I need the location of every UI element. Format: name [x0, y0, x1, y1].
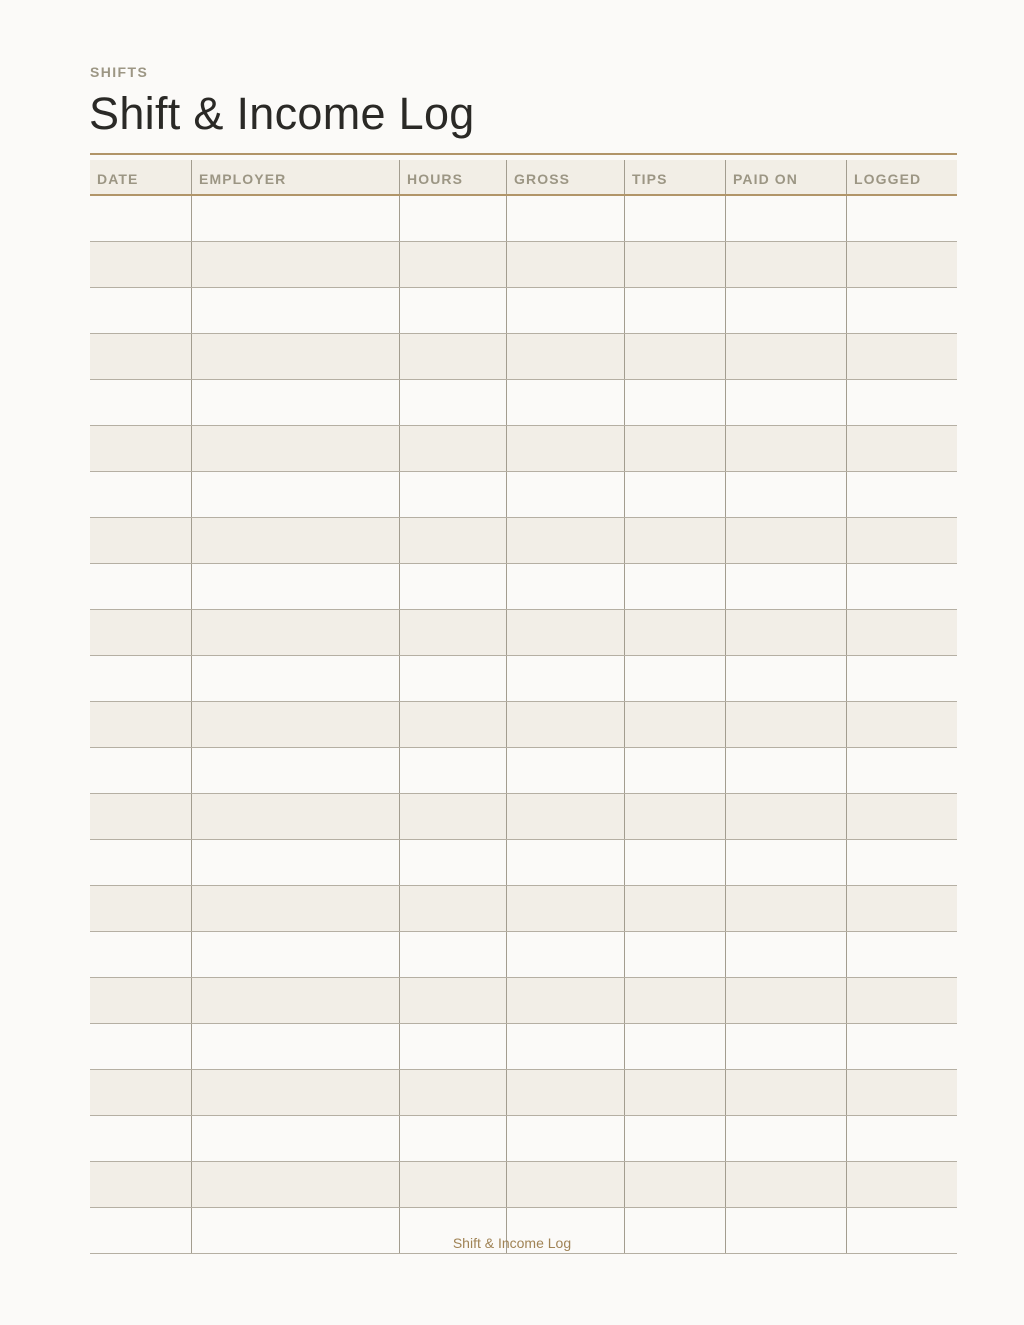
hours-cell[interactable]: [399, 196, 506, 241]
tips-cell[interactable]: [624, 656, 725, 701]
logged-cell[interactable]: [846, 564, 957, 609]
employer-cell[interactable]: [191, 610, 399, 655]
gross-cell[interactable]: [506, 656, 624, 701]
paid-on-cell[interactable]: [725, 518, 846, 563]
paid-on-cell[interactable]: [725, 288, 846, 333]
tips-cell[interactable]: [624, 288, 725, 333]
paid-on-cell[interactable]: [725, 840, 846, 885]
table-row: [90, 886, 957, 932]
paid-on-cell[interactable]: [725, 794, 846, 839]
tips-cell[interactable]: [624, 886, 725, 931]
tips-cell[interactable]: [624, 334, 725, 379]
employer-cell[interactable]: [191, 1024, 399, 1069]
logged-cell[interactable]: [846, 794, 957, 839]
tips-cell[interactable]: [624, 196, 725, 241]
date-cell[interactable]: [90, 288, 191, 333]
paid-on-cell[interactable]: [725, 610, 846, 655]
hours-cell[interactable]: [399, 426, 506, 471]
table-row: [90, 1116, 957, 1162]
hours-cell[interactable]: [399, 840, 506, 885]
paid-on-cell[interactable]: [725, 380, 846, 425]
employer-cell[interactable]: [191, 932, 399, 977]
gross-cell[interactable]: [506, 1070, 624, 1115]
logged-cell[interactable]: [846, 610, 957, 655]
hours-cell[interactable]: [399, 288, 506, 333]
employer-cell[interactable]: [191, 518, 399, 563]
column-header-logged: LOGGED: [846, 160, 957, 194]
hours-cell[interactable]: [399, 978, 506, 1023]
gross-cell[interactable]: [506, 564, 624, 609]
hours-cell[interactable]: [399, 656, 506, 701]
table-row: [90, 1070, 957, 1116]
hours-cell[interactable]: [399, 1070, 506, 1115]
employer-cell[interactable]: [191, 472, 399, 517]
table-row: [90, 794, 957, 840]
tips-cell[interactable]: [624, 242, 725, 287]
paid-on-cell[interactable]: [725, 932, 846, 977]
column-header-tips: TIPS: [624, 160, 725, 194]
hours-cell[interactable]: [399, 380, 506, 425]
hours-cell[interactable]: [399, 242, 506, 287]
tips-cell[interactable]: [624, 978, 725, 1023]
hours-cell[interactable]: [399, 610, 506, 655]
logged-cell[interactable]: [846, 426, 957, 471]
date-cell[interactable]: [90, 1070, 191, 1115]
logged-cell[interactable]: [846, 288, 957, 333]
tips-cell[interactable]: [624, 472, 725, 517]
date-cell[interactable]: [90, 886, 191, 931]
table-row: [90, 1024, 957, 1070]
date-cell[interactable]: [90, 334, 191, 379]
employer-cell[interactable]: [191, 1162, 399, 1207]
employer-cell[interactable]: [191, 794, 399, 839]
logged-cell[interactable]: [846, 656, 957, 701]
date-cell[interactable]: [90, 610, 191, 655]
gross-cell[interactable]: [506, 610, 624, 655]
table-row: [90, 840, 957, 886]
hours-cell[interactable]: [399, 564, 506, 609]
tips-cell[interactable]: [624, 1070, 725, 1115]
section-eyebrow: SHIFTS: [90, 64, 149, 80]
hours-cell[interactable]: [399, 518, 506, 563]
column-header-date: DATE: [97, 171, 139, 187]
table-row: [90, 288, 957, 334]
logged-cell[interactable]: [846, 886, 957, 931]
table-row: [90, 1162, 957, 1208]
date-cell[interactable]: [90, 1024, 191, 1069]
date-cell[interactable]: [90, 656, 191, 701]
tips-cell[interactable]: [624, 794, 725, 839]
employer-cell[interactable]: [191, 656, 399, 701]
paid-on-cell[interactable]: [725, 472, 846, 517]
gross-cell[interactable]: [506, 288, 624, 333]
logged-cell[interactable]: [846, 1162, 957, 1207]
tips-cell[interactable]: [624, 1116, 725, 1161]
logged-cell[interactable]: [846, 1024, 957, 1069]
paid-on-cell[interactable]: [725, 886, 846, 931]
paid-on-cell[interactable]: [725, 978, 846, 1023]
gross-cell[interactable]: [506, 334, 624, 379]
date-cell[interactable]: [90, 932, 191, 977]
table-row: [90, 426, 957, 472]
logged-cell[interactable]: [846, 196, 957, 241]
gross-cell[interactable]: [506, 472, 624, 517]
date-cell[interactable]: [90, 242, 191, 287]
table-row: [90, 978, 957, 1024]
page-title: Shift & Income Log: [89, 88, 475, 139]
column-header-hours: HOURS: [399, 160, 506, 194]
paid-on-cell[interactable]: [725, 1024, 846, 1069]
hours-cell[interactable]: [399, 1162, 506, 1207]
table-row: [90, 564, 957, 610]
date-cell[interactable]: [90, 518, 191, 563]
table-row: [90, 932, 957, 978]
hours-cell[interactable]: [399, 748, 506, 793]
employer-cell[interactable]: [191, 1070, 399, 1115]
tips-cell[interactable]: [624, 564, 725, 609]
gross-cell[interactable]: [506, 840, 624, 885]
tips-cell[interactable]: [624, 840, 725, 885]
hours-cell[interactable]: [399, 1024, 506, 1069]
logged-cell[interactable]: [846, 702, 957, 747]
tips-cell[interactable]: [624, 610, 725, 655]
hours-cell[interactable]: [399, 1116, 506, 1161]
shift-log-table: [90, 160, 957, 1254]
column-header-employer: EMPLOYER: [191, 160, 399, 194]
date-cell[interactable]: [90, 1116, 191, 1161]
gross-cell[interactable]: [506, 886, 624, 931]
gross-cell[interactable]: [506, 1024, 624, 1069]
table-row: [90, 610, 957, 656]
table-row: [90, 656, 957, 702]
logged-cell[interactable]: [846, 840, 957, 885]
date-cell[interactable]: [90, 794, 191, 839]
hours-cell[interactable]: [399, 886, 506, 931]
hours-cell[interactable]: [399, 794, 506, 839]
tips-cell[interactable]: [624, 518, 725, 563]
tips-cell[interactable]: [624, 1024, 725, 1069]
date-cell[interactable]: [90, 426, 191, 471]
date-cell[interactable]: [90, 196, 191, 241]
paid-on-cell[interactable]: [725, 1162, 846, 1207]
table-row: [90, 380, 957, 426]
paid-on-cell[interactable]: [725, 334, 846, 379]
date-cell[interactable]: [90, 748, 191, 793]
date-cell[interactable]: [90, 564, 191, 609]
logged-cell[interactable]: [846, 748, 957, 793]
employer-cell[interactable]: [191, 748, 399, 793]
gross-cell[interactable]: [506, 1162, 624, 1207]
tips-cell[interactable]: [624, 380, 725, 425]
paid-on-cell[interactable]: [725, 242, 846, 287]
gross-cell[interactable]: [506, 794, 624, 839]
logged-cell[interactable]: [846, 472, 957, 517]
logged-cell[interactable]: [846, 1070, 957, 1115]
gross-cell[interactable]: [506, 426, 624, 471]
logged-cell[interactable]: [846, 380, 957, 425]
employer-cell[interactable]: [191, 288, 399, 333]
table-row: [90, 334, 957, 380]
employer-cell[interactable]: [191, 1116, 399, 1161]
employer-cell[interactable]: [191, 380, 399, 425]
paid-on-cell[interactable]: [725, 1116, 846, 1161]
date-cell[interactable]: [90, 380, 191, 425]
employer-cell[interactable]: [191, 978, 399, 1023]
tips-cell[interactable]: [624, 1162, 725, 1207]
gross-cell[interactable]: [506, 242, 624, 287]
logged-cell[interactable]: [846, 334, 957, 379]
date-cell[interactable]: [90, 978, 191, 1023]
gross-cell[interactable]: [506, 702, 624, 747]
column-header-paid-on: PAID ON: [725, 160, 846, 194]
logged-cell[interactable]: [846, 1116, 957, 1161]
gross-cell[interactable]: [506, 196, 624, 241]
title-divider: [90, 153, 957, 155]
logged-cell[interactable]: [846, 518, 957, 563]
table-row: [90, 702, 957, 748]
gross-cell[interactable]: [506, 932, 624, 977]
logged-cell[interactable]: [846, 242, 957, 287]
employer-cell[interactable]: [191, 196, 399, 241]
column-header-gross: GROSS: [506, 160, 624, 194]
date-cell[interactable]: [90, 840, 191, 885]
gross-cell[interactable]: [506, 380, 624, 425]
paid-on-cell[interactable]: [725, 196, 846, 241]
gross-cell[interactable]: [506, 748, 624, 793]
date-cell[interactable]: [90, 1162, 191, 1207]
paid-on-cell[interactable]: [725, 426, 846, 471]
table-row: [90, 196, 957, 242]
gross-cell[interactable]: [506, 1116, 624, 1161]
table-row: [90, 518, 957, 564]
employer-cell[interactable]: [191, 564, 399, 609]
table-header-row: [90, 160, 957, 196]
paid-on-cell[interactable]: [725, 1070, 846, 1115]
paid-on-cell[interactable]: [725, 702, 846, 747]
paid-on-cell[interactable]: [725, 656, 846, 701]
paid-on-cell[interactable]: [725, 564, 846, 609]
logged-cell[interactable]: [846, 932, 957, 977]
tips-cell[interactable]: [624, 748, 725, 793]
gross-cell[interactable]: [506, 518, 624, 563]
hours-cell[interactable]: [399, 472, 506, 517]
employer-cell[interactable]: [191, 886, 399, 931]
employer-cell[interactable]: [191, 840, 399, 885]
hours-cell[interactable]: [399, 932, 506, 977]
gross-cell[interactable]: [506, 978, 624, 1023]
employer-cell[interactable]: [191, 702, 399, 747]
hours-cell[interactable]: [399, 334, 506, 379]
date-cell[interactable]: [90, 702, 191, 747]
logged-cell[interactable]: [846, 978, 957, 1023]
table-row: [90, 748, 957, 794]
table-row: [90, 472, 957, 518]
page-footer: Shift & Income Log: [452, 1235, 572, 1251]
tips-cell[interactable]: [624, 426, 725, 471]
hours-cell[interactable]: [399, 702, 506, 747]
paid-on-cell[interactable]: [725, 748, 846, 793]
tips-cell[interactable]: [624, 702, 725, 747]
employer-cell[interactable]: [191, 334, 399, 379]
employer-cell[interactable]: [191, 426, 399, 471]
tips-cell[interactable]: [624, 932, 725, 977]
employer-cell[interactable]: [191, 242, 399, 287]
table-row: [90, 242, 957, 288]
date-cell[interactable]: [90, 472, 191, 517]
table-body: [90, 196, 957, 1254]
